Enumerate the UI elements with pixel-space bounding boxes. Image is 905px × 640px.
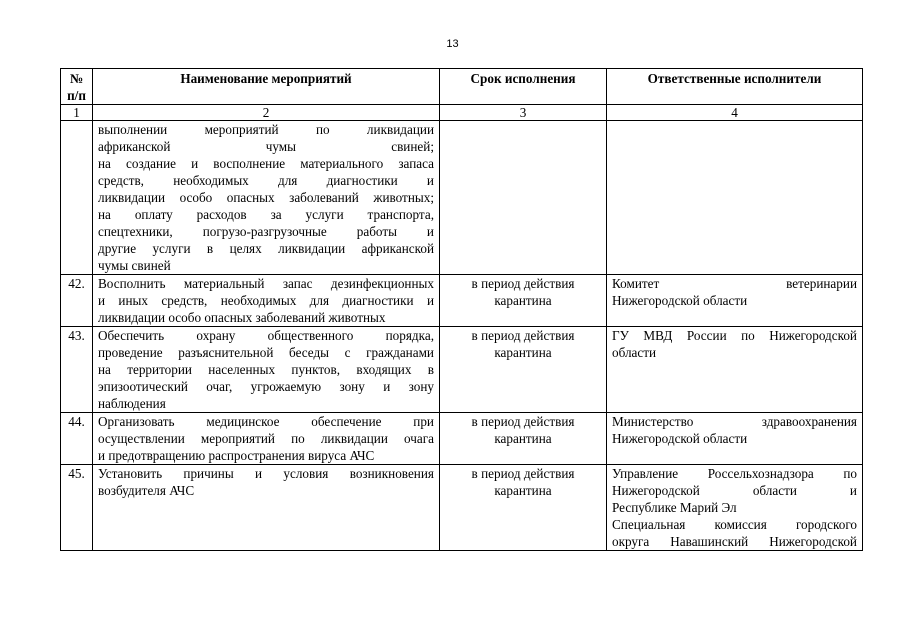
measure-name-line: проведение разъяснительной беседы с гражданами	[98, 345, 434, 360]
measure-name-line: на территории населенных пунктов, входящих в	[98, 362, 434, 377]
column-number: 3	[440, 105, 607, 121]
table-body	[61, 121, 863, 551]
measure-name-line: возбудителя АЧС	[98, 483, 195, 498]
measure-name-line: спецтехники, погрузо-разгрузочные работы и	[98, 224, 434, 239]
measure-name-line: чумы свиней	[98, 258, 171, 273]
measure-name-line: осуществлении мероприятий по ликвидации очага	[98, 431, 434, 446]
measure-name	[93, 121, 440, 275]
row-number: 42.	[61, 275, 93, 327]
responsible	[607, 121, 863, 275]
table-row	[61, 413, 863, 465]
table-row	[61, 121, 863, 275]
term: в период действия карантина	[440, 413, 607, 465]
table-row	[61, 275, 863, 327]
table-row	[61, 327, 863, 413]
term: в период действия карантина	[440, 327, 607, 413]
header-name: Наименование мероприятий	[93, 69, 440, 105]
responsible	[607, 275, 863, 327]
measure-name-line: средств, необходимых для диагностики и	[98, 173, 434, 188]
responsible-line: Министерство здравоохранения	[612, 414, 857, 429]
measure-name-line: и предотвращению распространения вируса АЧС	[98, 448, 375, 463]
measure-name	[93, 413, 440, 465]
measure-name-line: эпизоотический очаг, угрожаемую зону и зону	[98, 379, 434, 394]
measure-name-line: Обеспечить охрану общественного порядка,	[98, 328, 434, 343]
measures-table	[60, 68, 863, 551]
row-number	[61, 121, 93, 275]
measure-name-line: другие услуги в целях ликвидации африканской	[98, 241, 434, 256]
measure-name-line: наблюдения	[98, 396, 166, 411]
responsible-line: Управление Россельхознадзора по	[612, 466, 857, 481]
measure-name-line: Восполнить материальный запас дезинфекционных	[98, 276, 434, 291]
measure-name-line: Установить причины и условия возникновения	[98, 466, 434, 481]
responsible-line: Нижегородской области	[612, 293, 748, 308]
responsible	[607, 465, 863, 551]
column-number: 4	[607, 105, 863, 121]
measure-name-line: ликвидации особо опасных заболеваний животных	[98, 310, 386, 325]
header-responsible: Ответственные исполнители	[607, 69, 863, 105]
responsible-line: Республике Марий Эл	[612, 500, 737, 515]
column-number: 2	[93, 105, 440, 121]
measure-name	[93, 465, 440, 551]
term: в период действия карантина	[440, 275, 607, 327]
table-row	[61, 465, 863, 551]
term	[440, 121, 607, 275]
responsible-line: Специальная комиссия городского	[612, 517, 857, 532]
measure-name	[93, 275, 440, 327]
measure-name	[93, 327, 440, 413]
responsible-line: Комитет ветеринарии	[612, 276, 857, 291]
column-number-row	[61, 105, 863, 121]
measure-name-line: и иных средств, необходимых для диагностики и	[98, 293, 434, 308]
responsible-line: ГУ МВД России по Нижегородской	[612, 328, 857, 343]
header-term: Срок исполнения	[440, 69, 607, 105]
page-number: 13	[446, 38, 459, 50]
measure-name-line: ликвидации особо опасных заболеваний животных;	[98, 190, 434, 205]
row-number: 43.	[61, 327, 93, 413]
row-number: 44.	[61, 413, 93, 465]
responsible	[607, 413, 863, 465]
responsible	[607, 327, 863, 413]
measure-name-line: африканской чумы свиней;	[98, 139, 434, 154]
measure-name-line: на оплату расходов за услуги транспорта,	[98, 207, 434, 222]
measure-name-line: Организовать медицинское обеспечение при	[98, 414, 434, 429]
responsible-line: Нижегородской области и	[612, 483, 857, 498]
row-number: 45.	[61, 465, 93, 551]
column-number: 1	[61, 105, 93, 121]
header-num: № п/п	[61, 69, 93, 105]
responsible-line: округа Навашинский Нижегородской	[612, 534, 857, 549]
measure-name-line: выполнении мероприятий по ликвидации	[98, 122, 434, 137]
responsible-line: области	[612, 345, 657, 360]
measure-name-line: на создание и восполнение материального запаса	[98, 156, 434, 171]
term: в период действия карантина	[440, 465, 607, 551]
table-header-row	[61, 69, 863, 105]
responsible-line: Нижегородской области	[612, 431, 748, 446]
